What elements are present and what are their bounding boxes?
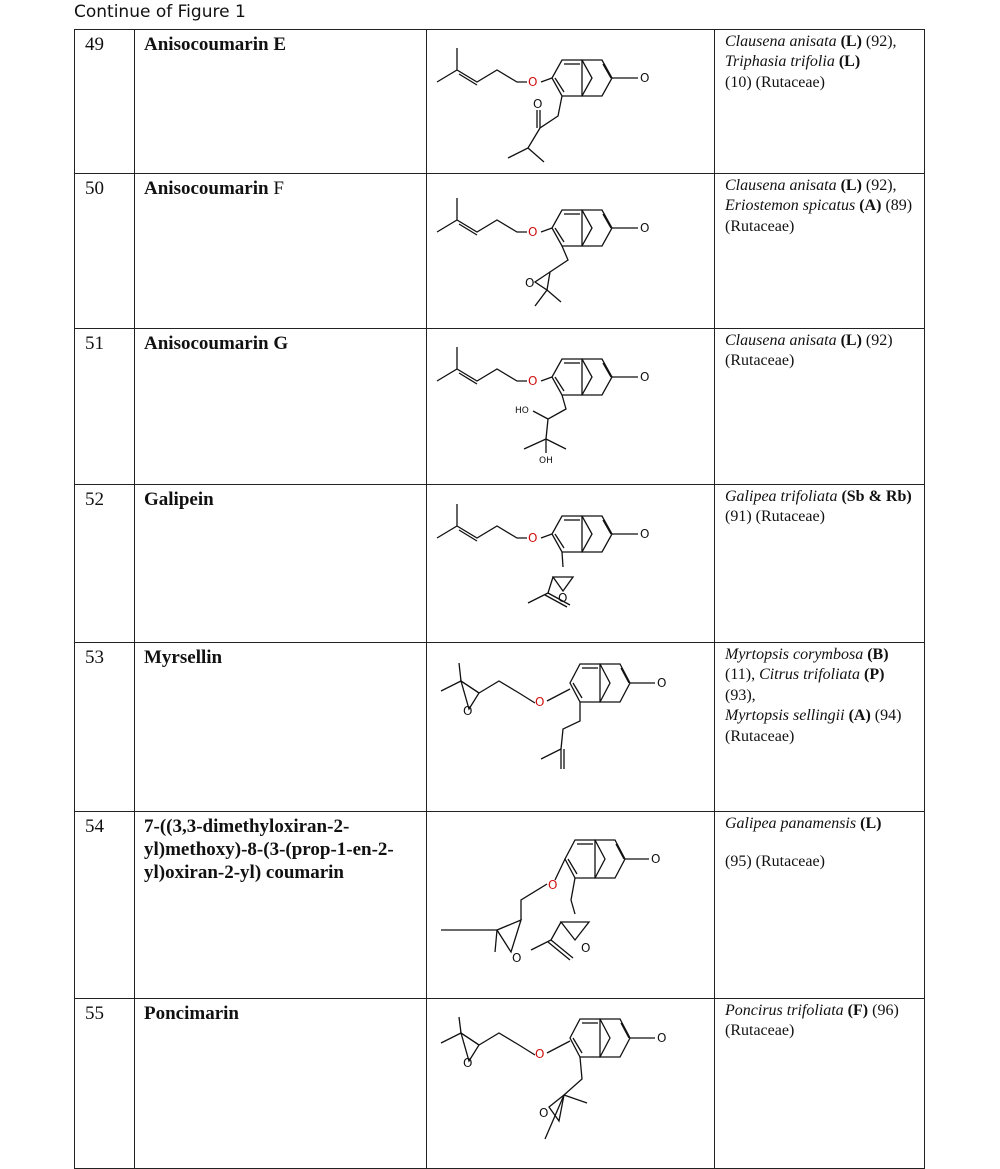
chemical-structure <box>427 174 715 329</box>
compound-name: Anisocoumarin E <box>135 30 427 174</box>
species-name: Myrtopsis sellingii <box>725 707 845 725</box>
structure-drawing <box>427 812 714 998</box>
species-name: Clausena anisata <box>725 33 837 50</box>
chemical-structure <box>427 812 715 999</box>
structure-drawing <box>427 30 714 173</box>
chemical-structure <box>427 999 715 1169</box>
plant-part: (L) <box>838 53 861 71</box>
compound-name: Anisocoumarin F <box>135 174 427 329</box>
compound-number: 54 <box>75 812 135 999</box>
reference-text: (92) <box>861 332 893 349</box>
plant-part: (F) <box>847 1002 869 1019</box>
oxygen-label: O <box>525 276 535 290</box>
oxygen-label: O <box>558 591 568 605</box>
table-row <box>75 329 925 485</box>
reference-text: (93), <box>725 686 756 704</box>
plant-part: (B) <box>867 646 889 663</box>
oxygen-label: O <box>535 695 545 709</box>
oxygen-label: O <box>535 1047 545 1061</box>
compound-name: Galipein <box>135 485 427 643</box>
compound-number: 52 <box>75 485 135 643</box>
oxygen-label: O <box>640 71 650 85</box>
species-name: Clausena anisata <box>725 177 837 194</box>
oxygen-label: O <box>463 1056 473 1070</box>
figure-caption: Continue of Figure 1 <box>74 2 246 22</box>
hydroxyl-label: OH <box>539 456 553 466</box>
compound-number: 49 <box>75 30 135 174</box>
oxygen-label: O <box>528 75 538 89</box>
chemical-structure <box>427 643 715 812</box>
chemical-structure <box>427 485 715 643</box>
source-citation <box>715 174 925 329</box>
reference-text: (96) <box>868 1002 899 1019</box>
chemical-structure <box>427 329 715 485</box>
compound-name: 7-((3,3-dimethyloxiran-2-yl)methoxy)-8-(3-(prop-1-en-2-yl)oxiran-2-yl) coumarin <box>135 812 427 999</box>
reference-text: (Rutaceae) <box>725 1022 795 1040</box>
structure-drawing <box>427 999 714 1167</box>
reference-text: (94) <box>870 707 902 725</box>
plant-part: (Sb & Rb) <box>841 488 912 505</box>
species-name: Citrus trifoliata <box>759 666 860 684</box>
table-row <box>75 812 925 999</box>
oxygen-label: O <box>528 374 538 388</box>
structure-drawing <box>427 174 714 328</box>
plant-part: (P) <box>863 666 885 684</box>
species-name: Eriostemon spicatus <box>725 197 856 215</box>
reference-text: (89) <box>881 197 913 215</box>
table-row <box>75 30 925 174</box>
oxygen-label: O <box>533 97 543 111</box>
species-name: Galipea panamensis <box>725 815 857 832</box>
plant-part: (L) <box>840 177 862 194</box>
reference-text: (92), <box>861 177 897 194</box>
plant-part: (L) <box>860 815 882 832</box>
oxygen-label: O <box>657 676 667 690</box>
oxygen-label: O <box>512 951 522 965</box>
chemical-structure <box>427 30 715 174</box>
oxygen-label: O <box>539 1106 549 1120</box>
compound-number: 51 <box>75 329 135 485</box>
oxygen-label: O <box>581 941 591 955</box>
reference-text: (Rutaceae) <box>725 217 795 235</box>
compound-number: 53 <box>75 643 135 812</box>
oxygen-label: O <box>640 370 650 384</box>
reference-text: (95) (Rutaceae) <box>725 853 825 871</box>
source-citation <box>715 812 925 999</box>
source-citation <box>715 485 925 643</box>
plant-part: (L) <box>840 33 862 50</box>
table-row <box>75 999 925 1169</box>
source-citation <box>715 643 925 812</box>
species-name: Clausena anisata <box>725 332 837 349</box>
table-row <box>75 485 925 643</box>
reference-text: (Rutaceae) <box>725 727 795 745</box>
oxygen-label: O <box>528 531 538 545</box>
source-citation <box>715 329 925 485</box>
source-citation <box>715 30 925 174</box>
species-name: Triphasia trifolia <box>725 53 835 71</box>
reference-text: (92), <box>861 33 897 50</box>
compound-table <box>74 29 925 1169</box>
compound-name: Myrsellin <box>135 643 427 812</box>
source-citation <box>715 999 925 1169</box>
table-row <box>75 643 925 812</box>
compound-name: Poncimarin <box>135 999 427 1169</box>
species-name: Galipea trifoliata <box>725 488 838 505</box>
compound-number: 55 <box>75 999 135 1169</box>
oxygen-label: O <box>548 878 558 892</box>
oxygen-label: O <box>657 1031 667 1045</box>
oxygen-label: O <box>640 527 650 541</box>
plant-part: (L) <box>840 332 862 349</box>
plant-part: (A) <box>859 197 882 215</box>
reference-text: (11), <box>725 666 760 684</box>
compound-number: 50 <box>75 174 135 329</box>
species-name: Myrtopsis corymbosa <box>725 646 864 663</box>
oxygen-label: O <box>528 225 538 239</box>
hydroxyl-label: HO <box>515 406 529 416</box>
structure-drawing <box>427 643 714 811</box>
species-name: Poncirus trifoliata <box>725 1002 844 1019</box>
table-row <box>75 174 925 329</box>
reference-text: (Rutaceae) <box>725 352 795 370</box>
structure-drawing <box>427 329 714 484</box>
structure-drawing <box>427 485 714 642</box>
oxygen-label: O <box>640 221 650 235</box>
reference-text: (91) (Rutaceae) <box>725 508 825 526</box>
oxygen-label: O <box>651 852 661 866</box>
compound-name: Anisocoumarin G <box>135 329 427 485</box>
reference-text: (10) (Rutaceae) <box>725 73 825 91</box>
oxygen-label: O <box>463 704 473 718</box>
plant-part: (A) <box>848 707 871 725</box>
